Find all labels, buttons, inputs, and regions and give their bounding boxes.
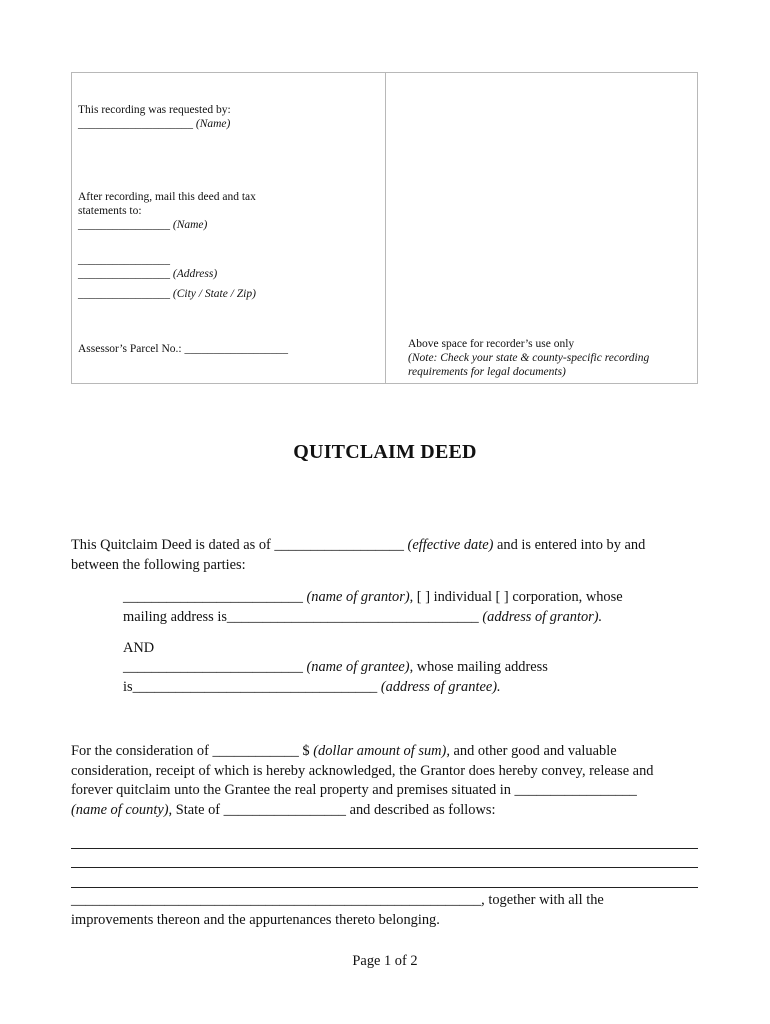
mail-to-name-field[interactable]: ________________ bbox=[78, 219, 170, 231]
recording-header-box bbox=[71, 72, 698, 384]
recorder-use-note: Above space for recorder’s use only (Note: Check your state & county-specific recording requirements for legal documents) bbox=[408, 338, 650, 378]
parcel-number-field[interactable]: __________________ bbox=[184, 343, 288, 355]
and-label: AND bbox=[123, 640, 155, 656]
grantor-name-field[interactable]: _________________________ bbox=[123, 589, 307, 605]
requested-by-label: This recording was requested by: ____________________ (Name) bbox=[78, 104, 231, 130]
document-title: QUITCLAIM DEED bbox=[293, 441, 477, 463]
intro-paragraph: This Quitclaim Deed is dated as of __________________ (effective date) and is entered into by and between the following parties: bbox=[71, 537, 646, 573]
grantor-address-field[interactable]: mailing address is___________________________________ bbox=[123, 608, 483, 625]
mail-to-block: After recording, mail this deed and tax statements to: ________________ (Name) bbox=[78, 191, 256, 231]
parcel-number: Assessor’s Parcel No.: __________________ bbox=[78, 343, 288, 355]
property-description-line-3[interactable] bbox=[71, 887, 698, 888]
requested-by-name-field[interactable]: ____________________ bbox=[78, 118, 193, 130]
mail-to-address: ________________ ________________ (Address) bbox=[78, 254, 218, 280]
consideration-amount-field[interactable]: For the consideration of ____________ $ bbox=[71, 743, 314, 759]
mail-to-city-field[interactable]: ________________ bbox=[78, 288, 170, 300]
mail-to-city: ________________ (City / State / Zip) bbox=[78, 288, 256, 300]
grantee-name-field[interactable]: _________________________ bbox=[123, 659, 307, 675]
property-description-line-2[interactable] bbox=[71, 867, 698, 868]
county-field[interactable]: forever quitclaim unto the Grantee the real property and premises situated in _________________ bbox=[71, 782, 637, 798]
page-number: Page 1 of 2 bbox=[352, 953, 418, 969]
mail-to-address-field-1[interactable]: ________________ bbox=[78, 254, 170, 266]
grantee-paragraph: _________________________ (name of grantee), whose mailing address is__________________________________ (address of grantee). bbox=[123, 659, 548, 695]
property-description-line-1[interactable] bbox=[71, 848, 698, 849]
grantor-type-checkboxes[interactable]: , [ ] individual [ ] corporation, whose bbox=[409, 589, 623, 605]
state-field[interactable]: State of _________________ and described as follows: bbox=[172, 801, 496, 818]
effective-date-field[interactable]: This Quitclaim Deed is dated as of __________________ bbox=[71, 537, 408, 553]
grantee-address-field[interactable]: is__________________________________ bbox=[123, 678, 381, 695]
header-column-divider bbox=[385, 73, 386, 383]
closing-paragraph: _________________________________________________________, together with all the improvements thereon and the appurtenances thereto belonging. bbox=[71, 892, 604, 928]
mail-to-address-field-2[interactable]: ________________ bbox=[78, 268, 170, 280]
property-description-line-4[interactable]: _________________________________________________________, together with all the bbox=[71, 892, 604, 908]
grantor-paragraph: _________________________ (name of grantor), [ ] individual [ ] corporation, whose mailing address is___________________________________ (address of grantor). bbox=[123, 589, 623, 625]
consideration-paragraph: For the consideration of ____________ $ (dollar amount of sum), and other good and valuable consideration, receipt of which is hereby acknowledged, the Grantor does hereby convey, release and forever quitclaim unto the Grantee the real property and premises situated in _________________ (name of county), State of _________________ and described as follows: bbox=[71, 743, 654, 818]
